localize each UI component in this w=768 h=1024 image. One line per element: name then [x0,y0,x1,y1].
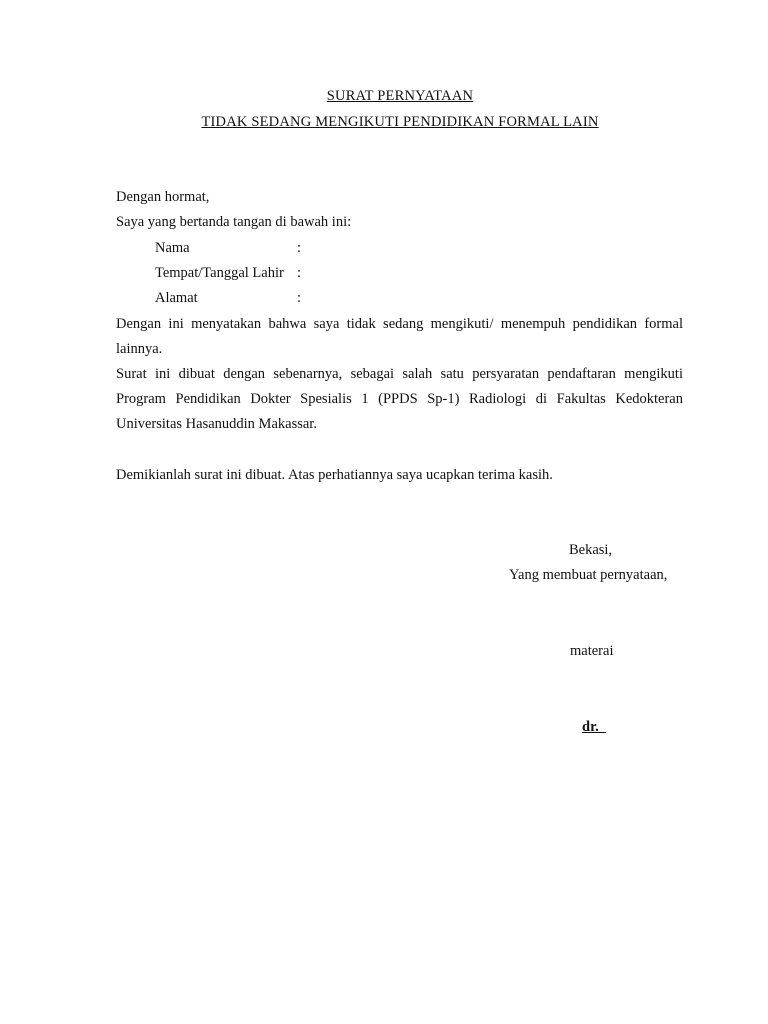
document-subtitle: TIDAK SEDANG MENGIKUTI PENDIDIKAN FORMAL LAIN [201,114,599,130]
purpose-text-line-1: Surat ini dibuat dengan sebenarnya, sebagai salah satu persyaratan pendaftaran mengikuti [116,366,683,382]
field-label-nama: Nama [155,240,190,256]
stamp-placeholder: materai [570,643,614,659]
field-label-tempat-tanggal-lahir: Tempat/Tanggal Lahir [155,265,284,281]
signatory-name: dr. [582,719,607,735]
signature-role: Yang membuat pernyataan, [509,567,668,583]
document-title: SURAT PERNYATAAN [326,88,474,104]
statement-text-line-1: Dengan ini menyatakan bahwa saya tidak sedang mengikuti/ menempuh pendidikan formal [116,316,683,332]
field-label-alamat: Alamat [155,290,198,306]
field-colon-nama: : [297,240,302,256]
greeting-text: Dengan hormat, [116,189,210,205]
intro-text: Saya yang bertanda tangan di bawah ini: [116,214,352,230]
signature-place: Bekasi, [569,542,613,558]
closing-text: Demikianlah surat ini dibuat. Atas perhatiannya saya ucapkan terima kasih. [116,467,553,483]
purpose-text-line-2: Program Pendidikan Dokter Spesialis 1 (PPDS Sp-1) Radiologi di Fakultas Kedokteran [116,391,683,407]
statement-text-line-2: lainnya. [116,341,163,357]
purpose-text-line-3: Universitas Hasanuddin Makassar. [116,416,317,432]
field-colon-alamat: : [297,290,302,306]
field-colon-tempat-tanggal-lahir: : [297,265,302,281]
